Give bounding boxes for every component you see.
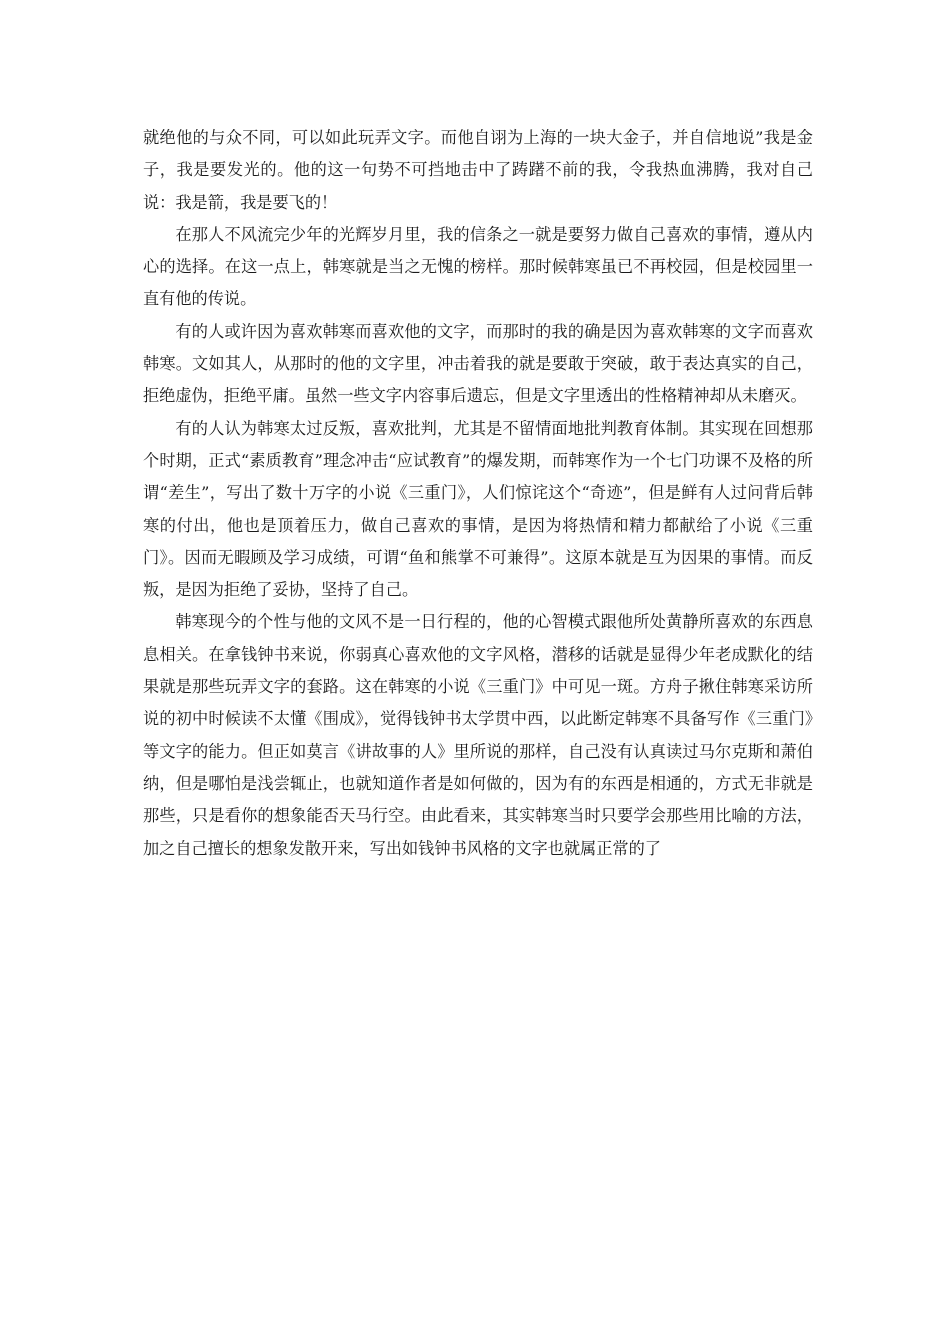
article-body	[143, 122, 813, 865]
paragraph-writing-style: 有的人或许因为喜欢韩寒而喜欢他的文字，而那时的我的确是因为喜欢韩寒的文字而喜欢韩寒。文如其人，从那时的他的文字里，冲击着我的就是要敢于突破，敢于表达真实的自己，拒绝虚伪，拒绝平庸。虽然一些文字内容事后遗忘，但是文字里透出的性格精神却从未磨灭。	[143, 321, 813, 406]
paragraph-continuation: 就绝他的与众不同，可以如此玩弄文字。而他自诩为上海的一块大金子，并自信地说”我是金子，我是要发光的。他的这一句势不可挡地击中了踌躇不前的我，令我热血沸腾，我对自己说：我是箭，我是要飞的！	[143, 128, 813, 212]
paragraph-influences: 韩寒现今的个性与他的文风不是一日行程的，他的心智模式跟他所处黄静所喜欢的东西息息相关。在拿钱钟书来说，你弱真心喜欢他的文字风格，潜移的话就是显得少年老成默化的结果就是那些玩弄文字的套路。这在韩寒的小说《三重门》中可见一斑。方舟子揪住韩寒采访所说的初中时候读不太懂《围成》，觉得钱钟书太学贯中西，以此断定韩寒不具备写作《三重门》等文字的能力。但正如莫言《讲故事的人》里所说的那样，自己没有认真读过马尔克斯和萧伯纳，但是哪怕是浅尝辄止，也就知道作者是如何做的，因为有的东西是相通的，方式无非就是那些，只是看你的想象能否天马行空。由此看来，其实韩寒当时只要学会那些用比喻的方法，加之自己擅长的想象发散开来，写出如钱钟书风格的文字也就属正常的了	[143, 612, 813, 858]
paragraph-rebellion: 有的人认为韩寒太过反叛，喜欢批判，尤其是不留情面地批判教育体制。其实现在回想那个时期，正式“素质教育”理念冲击“应试教育”的爆发期，而韩寒作为一个七门功课不及格的所谓“差生”，写出了数十万字的小说《三重门》，人们惊诧这个“奇迹”，但是鲜有人过问背后韩寒的付出，他也是顶着压力，做自己喜欢的事情，是因为将热情和精力都献给了小说《三重门》。因而无暇顾及学习成绩，可谓“鱼和熊掌不可兼得”。这原本就是互为因果的事情。而反叛，是因为拒绝了妥协，坚持了自己。	[143, 418, 813, 600]
paragraph-principles: 在那人不风流完少年的光辉岁月里，我的信条之一就是要努力做自己喜欢的事情，遵从内心的选择。在这一点上，韩寒就是当之无愧的榜样。那时候韩寒虽已不再校园，但是校园里一直有他的传说。	[143, 224, 813, 309]
